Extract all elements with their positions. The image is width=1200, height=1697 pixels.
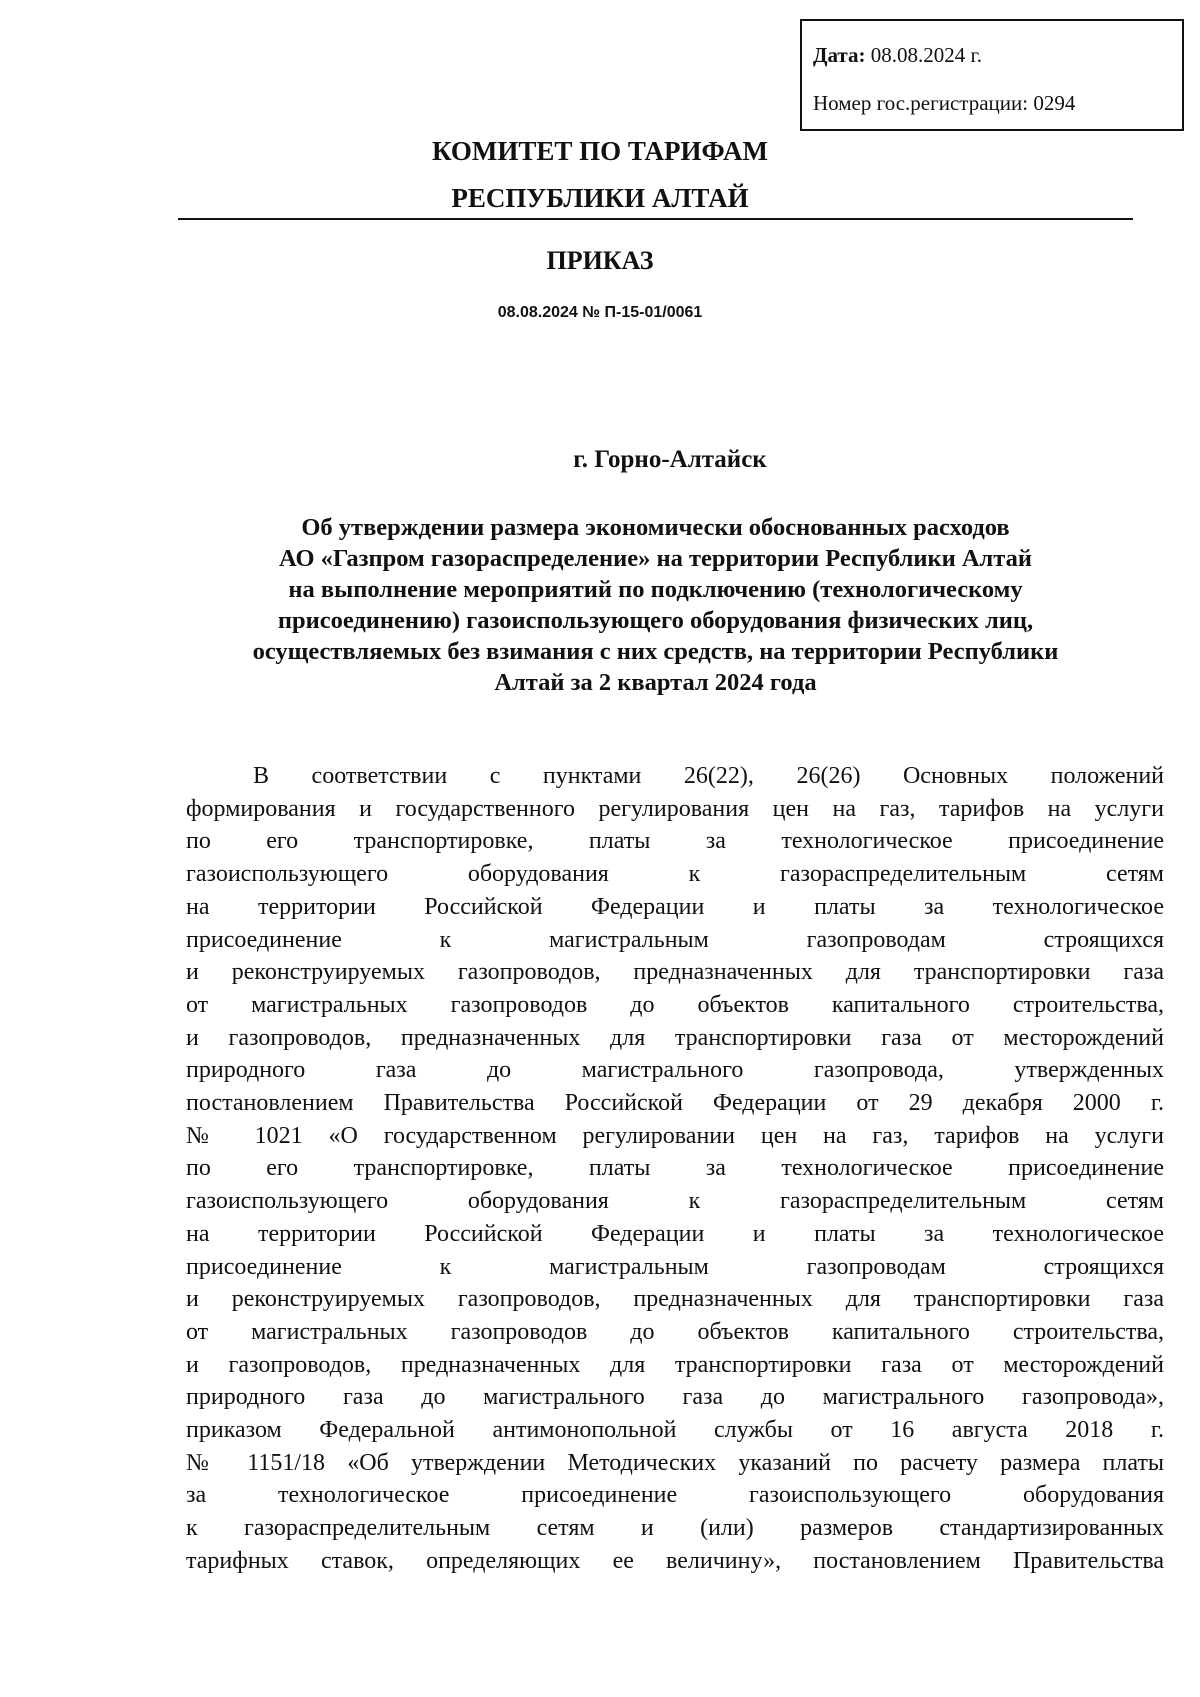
body-line: и газопроводов, предназначенных для транспортировки газа от месторождений — [186, 1024, 1164, 1051]
registration-number-line — [813, 93, 1075, 114]
document-body-paragraph — [186, 760, 1164, 1578]
org-name-line-1: КОМИТЕТ ПО ТАРИФАМ — [431, 136, 769, 166]
registration-date-line — [813, 45, 982, 66]
document-subject — [178, 512, 1133, 698]
registration-date-value: 08.08.2024 г. — [870, 43, 982, 67]
body-line: на территории Российской Федерации и платы за технологическое — [186, 893, 1164, 920]
body-line: и газопроводов, предназначенных для транспортировки газа от месторождений — [186, 1351, 1164, 1378]
subject-line: осуществляемых без взимания с них средств, на территории Республики — [252, 638, 1059, 665]
city-name: г. Горно-Алтайск — [573, 446, 767, 473]
registration-number-label: Номер гос.регистрации: — [813, 91, 1029, 115]
body-line: формирования и государственного регулирования цен на газ, тарифов на услуги — [186, 795, 1164, 822]
body-line: № 1021 «О государственном регулировании цен на газ, тарифов на услуги — [186, 1122, 1164, 1149]
body-line: тарифных ставок, определяющих ее величину», постановлением Правительства — [186, 1547, 1164, 1574]
body-line: и реконструируемых газопроводов, предназначенных для транспортировки газа — [186, 1286, 1164, 1313]
registration-stamp-box — [800, 19, 1184, 131]
body-line: от магистральных газопроводов до объектов капитального строительства, — [186, 991, 1164, 1018]
subject-line: на выполнение мероприятий по подключению (технологическому — [288, 576, 1023, 603]
body-line: присоединение к магистральным газопроводам строящихся — [186, 926, 1164, 953]
registration-date-label: Дата: — [813, 43, 866, 67]
body-line: газоиспользующего оборудования к газораспределительным сетям — [186, 1188, 1164, 1215]
body-line: приказом Федеральной антимонопольной службы от 16 августа 2018 г. — [186, 1417, 1164, 1444]
body-line: природного газа до магистрального газа до магистрального газопровода», — [186, 1384, 1164, 1411]
body-line: на территории Российской Федерации и платы за технологическое — [186, 1220, 1164, 1247]
body-line: по его транспортировке, платы за технологическое присоединение — [186, 1155, 1164, 1182]
subject-line: Об утверждении размера экономически обоснованных расходов — [301, 514, 1010, 541]
document-number: 08.08.2024 № П-15-01/0061 — [497, 304, 703, 321]
body-line: В соответствии с пунктами 26(22), 26(26) Основных положений — [253, 763, 1164, 789]
subject-line: Алтай за 2 квартал 2024 года — [494, 669, 817, 696]
body-line: постановлением Правительства Российской Федерации от 29 декабря 2000 г. — [186, 1090, 1164, 1117]
body-line: № 1151/18 «Об утверждении Методических указаний по расчету размера платы — [186, 1449, 1164, 1476]
body-line: присоединение к магистральным газопроводам строящихся — [186, 1253, 1164, 1280]
body-line: за технологическое присоединение газоиспользующего оборудования — [186, 1482, 1164, 1509]
org-name-line-2: РЕСПУБЛИКИ АЛТАЙ — [451, 183, 749, 213]
body-line: к газораспределительным сетям и (или) размеров стандартизированных — [186, 1515, 1164, 1542]
body-line: и реконструируемых газопроводов, предназначенных для транспортировки газа — [186, 959, 1164, 986]
subject-line: присоединению) газоиспользующего оборудования физических лиц, — [277, 607, 1034, 634]
body-line: природного газа до магистрального газопровода, утвержденных — [186, 1057, 1164, 1084]
body-line: газоиспользующего оборудования к газораспределительным сетям — [186, 861, 1164, 888]
body-line: по его транспортировке, платы за технологическое присоединение — [186, 828, 1164, 855]
header-divider — [178, 218, 1133, 220]
subject-line: АО «Газпром газораспределение» на территории Республики Алтай — [279, 545, 1032, 572]
registration-number-value: 0294 — [1033, 91, 1076, 115]
body-line: от магистральных газопроводов до объектов капитального строительства, — [186, 1318, 1164, 1345]
document-type-title: ПРИКАЗ — [546, 246, 654, 275]
